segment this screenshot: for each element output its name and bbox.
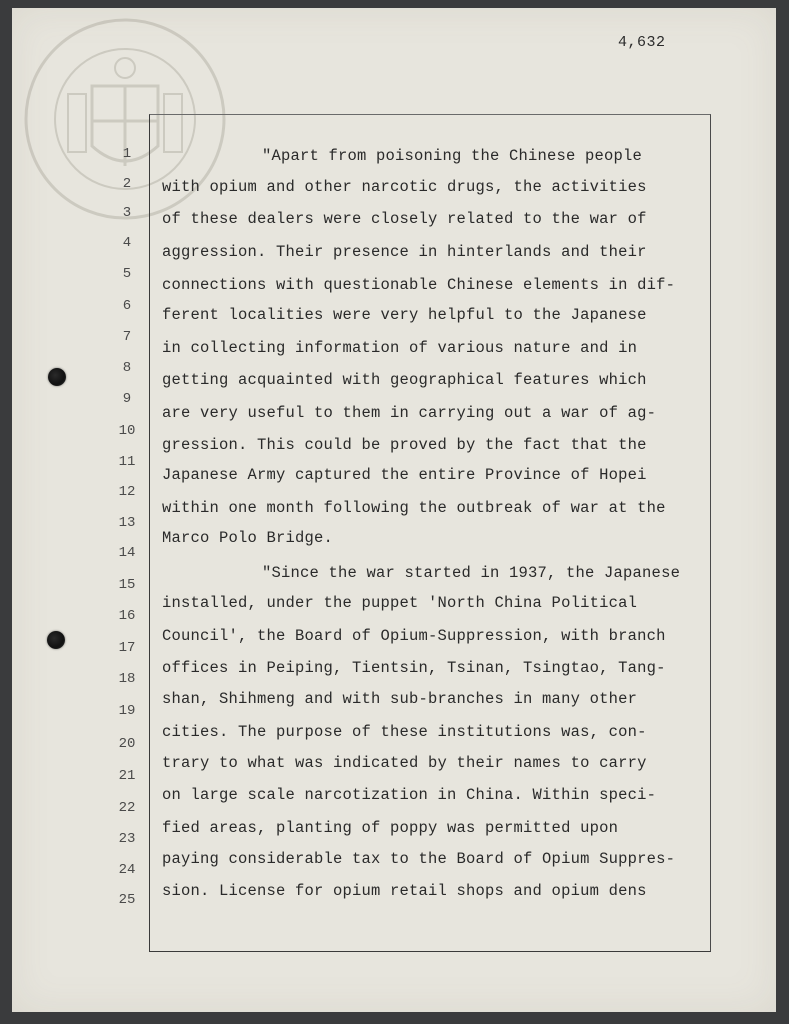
line-number: 25 — [118, 892, 136, 908]
text-line: trary to what was indicated by their names to carry — [162, 754, 647, 772]
text-line: "Since the war started in 1937, the Japanese — [262, 564, 681, 582]
line-number: 7 — [122, 329, 132, 345]
line-number: 9 — [122, 391, 132, 407]
line-number: 12 — [118, 484, 136, 500]
line-number: 19 — [118, 703, 136, 719]
line-number: 6 — [122, 298, 132, 314]
text-line: of these dealers were closely related to the war of — [162, 210, 647, 228]
line-number: 5 — [122, 266, 132, 282]
line-number: 24 — [118, 862, 136, 878]
text-line: connections with questionable Chinese elements in dif- — [162, 276, 676, 294]
text-line: Marco Polo Bridge. — [162, 529, 334, 547]
text-line: "Apart from poisoning the Chinese people — [262, 147, 643, 165]
line-number: 11 — [118, 454, 136, 470]
text-line: on large scale narcotization in China. Within speci- — [162, 786, 657, 804]
line-number: 14 — [118, 545, 136, 561]
text-line: Council', the Board of Opium-Suppression, with branch — [162, 627, 666, 645]
text-line: paying considerable tax to the Board of Opium Suppres- — [162, 850, 676, 868]
text-line: with opium and other narcotic drugs, the activities — [162, 178, 647, 196]
punch-hole — [47, 631, 65, 649]
line-number: 10 — [118, 423, 136, 439]
line-number: 13 — [118, 515, 136, 531]
text-line: offices in Peiping, Tientsin, Tsinan, Tsingtao, Tang- — [162, 659, 666, 677]
line-number: 23 — [118, 831, 136, 847]
text-line: within one month following the outbreak of war at the — [162, 499, 666, 517]
line-number: 2 — [122, 176, 132, 192]
line-number: 20 — [118, 736, 136, 752]
text-line: ferent localities were very helpful to the Japanese — [162, 306, 647, 324]
line-number: 15 — [118, 577, 136, 593]
text-line: fied areas, planting of poppy was permitted upon — [162, 819, 619, 837]
text-line: getting acquainted with geographical features which — [162, 371, 647, 389]
text-line: shan, Shihmeng and with sub-branches in many other — [162, 690, 638, 708]
text-line: are very useful to them in carrying out a war of ag- — [162, 404, 657, 422]
text-line: Japanese Army captured the entire Province of Hopei — [162, 466, 647, 484]
text-line: installed, under the puppet 'North China Political — [162, 594, 638, 612]
text-line: sion. License for opium retail shops and opium dens — [162, 882, 647, 900]
line-number: 18 — [118, 671, 136, 687]
page-number: 4,632 — [618, 34, 666, 51]
text-line: in collecting information of various nature and in — [162, 339, 638, 357]
line-number: 4 — [122, 235, 132, 251]
line-number: 16 — [118, 608, 136, 624]
text-line: gression. This could be proved by the fact that the — [162, 436, 647, 454]
text-line: cities. The purpose of these institutions was, con- — [162, 723, 647, 741]
punch-hole — [48, 368, 66, 386]
line-number: 3 — [122, 205, 132, 221]
text-line: aggression. Their presence in hinterlands and their — [162, 243, 647, 261]
line-number: 22 — [118, 800, 136, 816]
line-number: 1 — [122, 146, 132, 162]
line-number: 21 — [118, 768, 136, 784]
line-number: 8 — [122, 360, 132, 376]
line-number: 17 — [118, 640, 136, 656]
